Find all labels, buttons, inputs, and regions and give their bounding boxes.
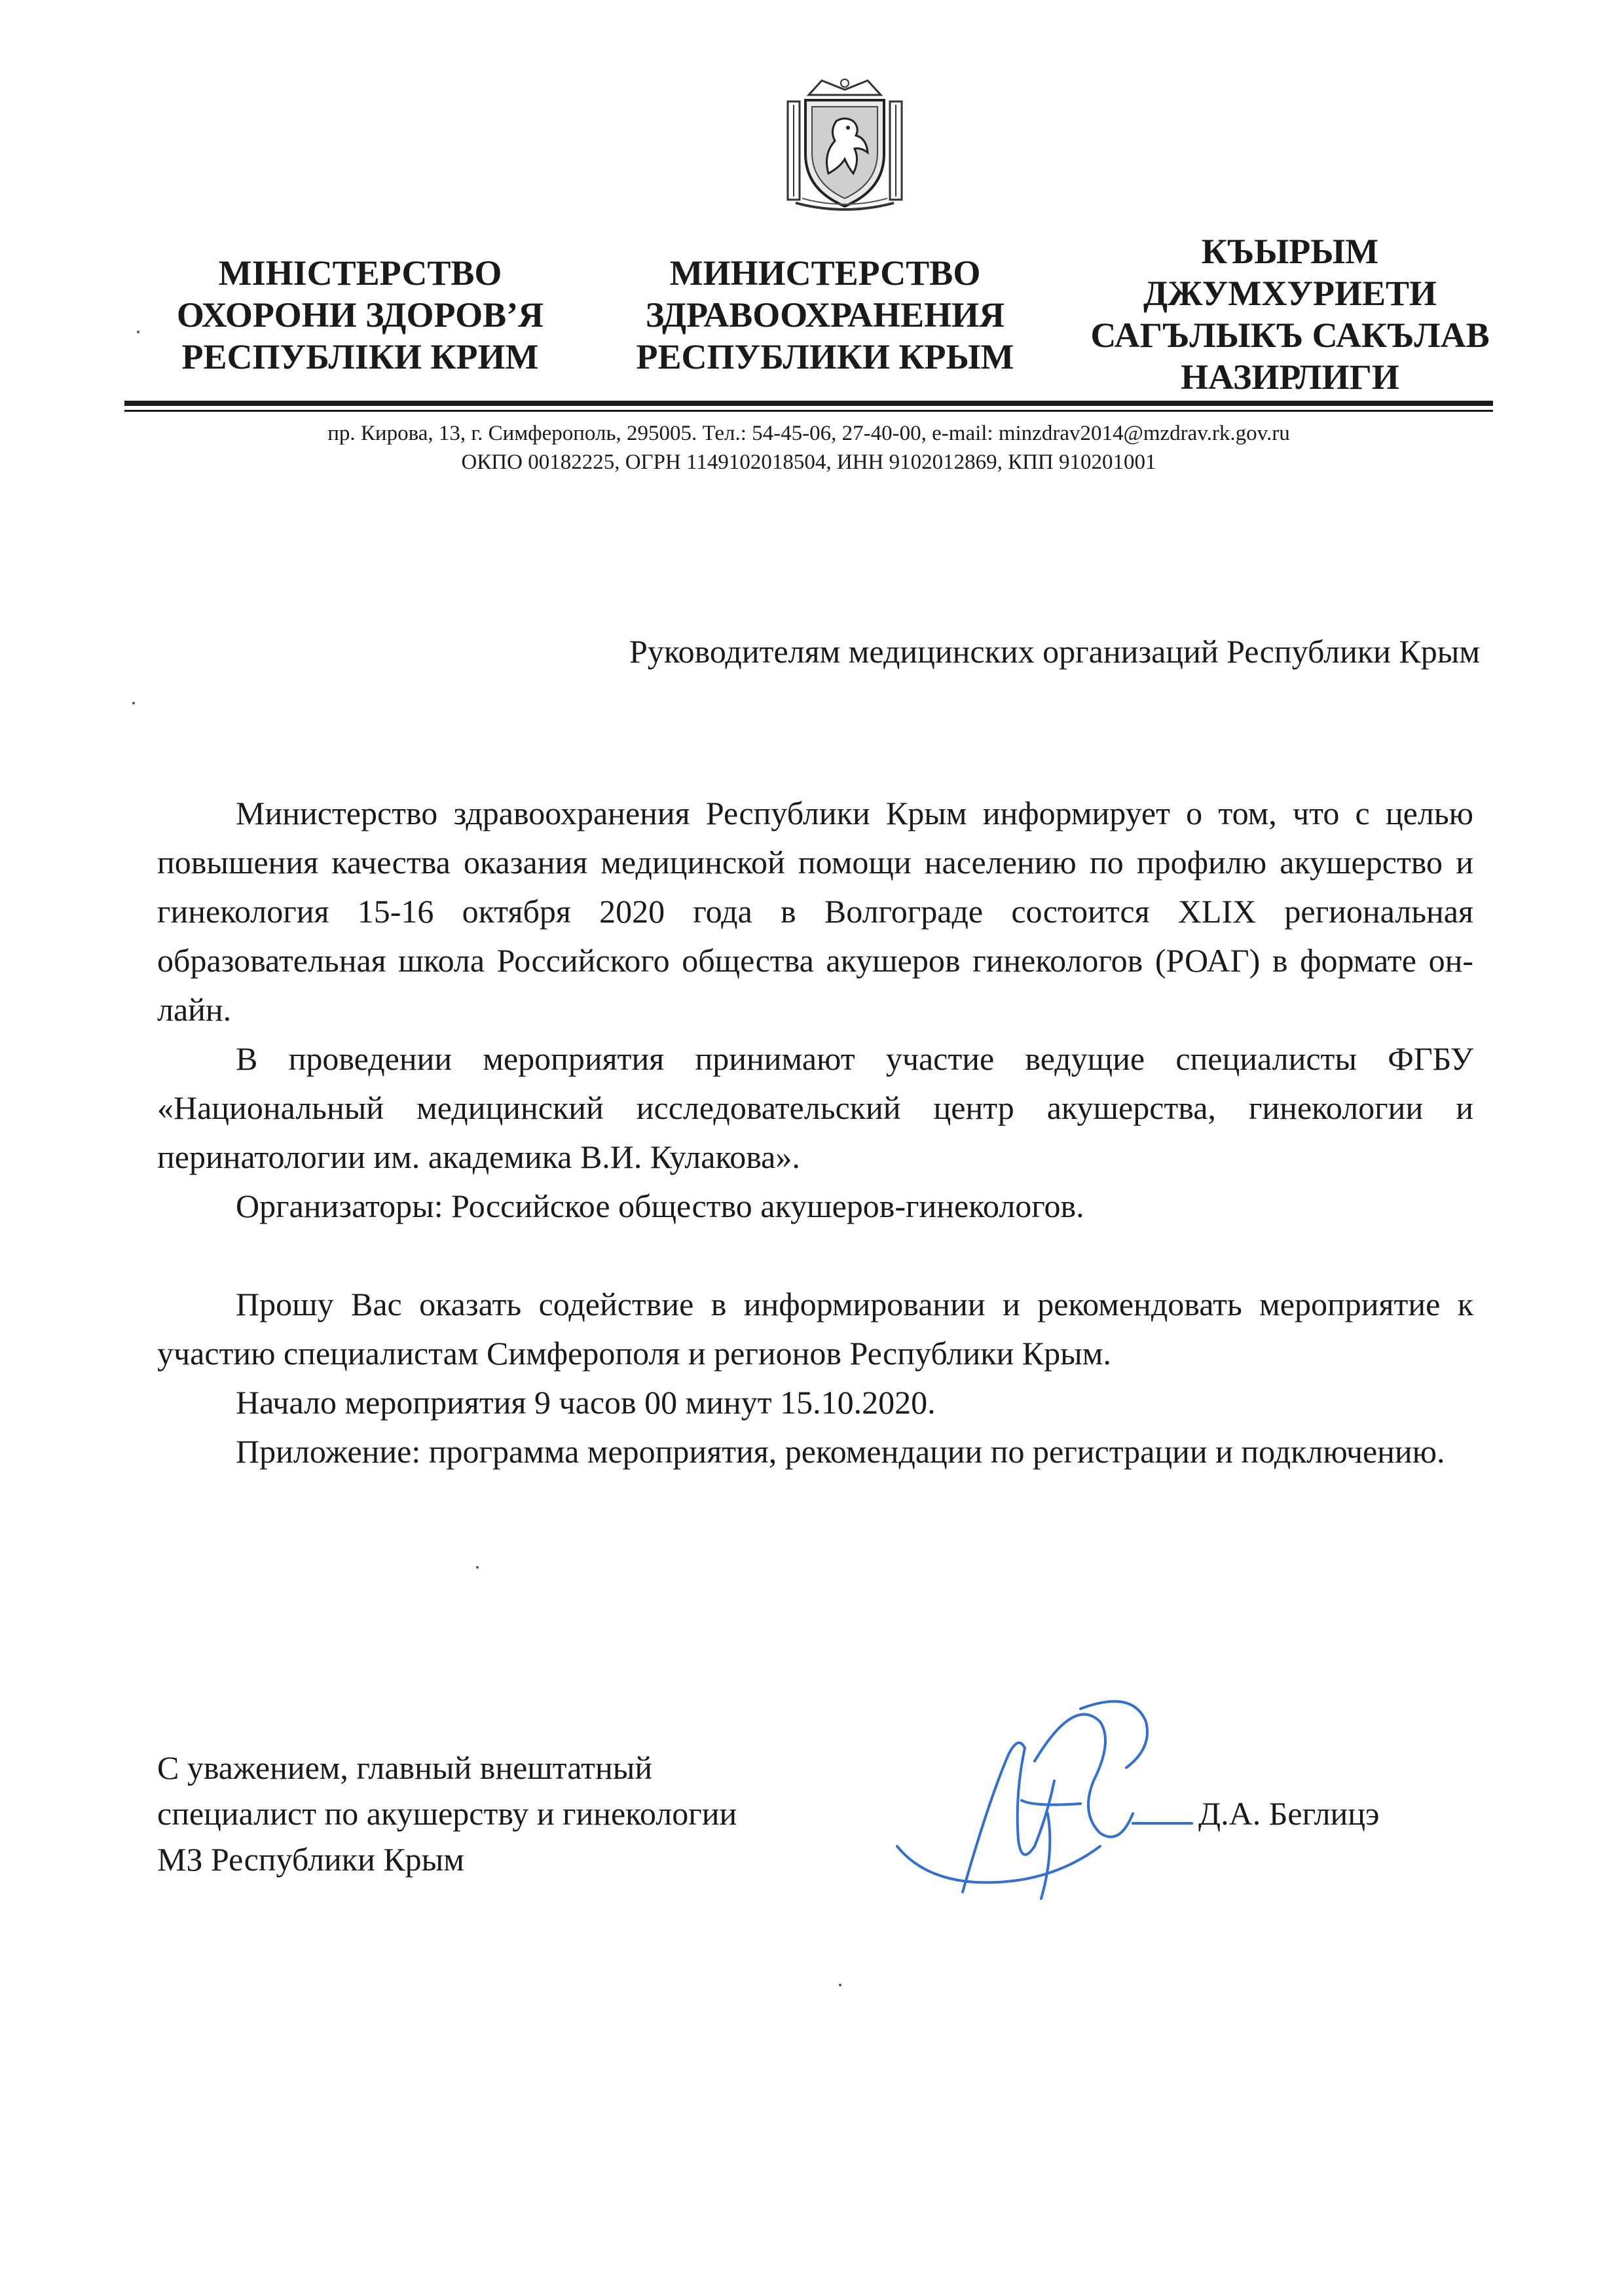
scan-speck (137, 331, 139, 333)
closing-line: специалист по акушерству и гинекологии (157, 1795, 737, 1832)
closing-line: МЗ Республики Крым (157, 1841, 464, 1878)
ministry-line: ОХОРОНИ ЗДОРОВ’Я (176, 295, 544, 335)
ministry-name-ukrainian (157, 252, 563, 378)
closing-block (157, 1745, 737, 1882)
ministry-line: ДЖУМХУРИЕТИ (1143, 274, 1437, 313)
header-divider-thick (124, 401, 1493, 406)
addressee: Руководителям медицинских организаций Республики Крым (629, 633, 1480, 670)
ministry-line: КЪЫРЫМ (1201, 232, 1379, 271)
scan-speck (476, 1566, 479, 1569)
registration-codes-line: ОКПО 00182225, ОГРН 1149102018504, ИНН 9102012869, КПП 910201001 (461, 450, 1156, 474)
coat-of-arms-icon (783, 75, 907, 216)
paragraph-start-time: Начало мероприятия 9 часов 00 минут 15.10.2020. (236, 1384, 936, 1421)
address-line: пр. Кирова, 13, г. Симферополь, 295005. Тел.: 54-45-06, 27-40-00, e-mail: minzdrav2014@mzdrav.rk.gov.ru (327, 422, 1290, 445)
signer-name: Д.А. Беглицэ (1198, 1795, 1380, 1832)
handwritten-signature-icon (884, 1683, 1198, 1918)
ministry-name-russian (576, 252, 1074, 378)
ministry-line: ЗДРАВООХРАНЕНИЯ (645, 295, 1005, 335)
paragraph-request: Прошу Вас оказать содействие в информировании и рекомендовать мероприятие к участию специалистам Симферополя и регионов Республики Крым. (157, 1286, 1473, 1372)
ministry-line: РЕСПУБЛИКИ КРЫМ (636, 337, 1014, 376)
paragraph-announcement: Министерство здравоохранения Республики Крым информирует о том, что с целью повышения качества оказания медицинской помощи населению по профилю акушерство и гинекология 15-16 октября 2020 года в Волгограде состоится XLIX региональная образовательная школа Российского общества акушеров гинекологов (РОАГ) в формате он-лайн. (157, 795, 1473, 1028)
ministry-line: САГЪЛЫКЪ САКЪЛАВ (1090, 316, 1490, 355)
letter-body (157, 789, 1473, 1476)
ministry-line: РЕСПУБЛІКИ КРИМ (181, 337, 539, 376)
contact-details (124, 419, 1493, 477)
closing-line: С уважением, главный внештатный (157, 1749, 653, 1786)
paragraph-attachment: Приложение: программа мероприятия, рекомендации по регистрации и подключению. (236, 1433, 1445, 1470)
paragraph-organizers: Организаторы: Российское общество акушеров-гинекологов. (236, 1188, 1084, 1224)
ministry-line: МІНІСТЕРСТВО (218, 253, 502, 293)
scan-speck (132, 702, 135, 704)
header-divider-thin (124, 410, 1493, 412)
paragraph-participants: В проведении мероприятия принимают участие ведущие специалисты ФГБУ «Национальный медицинский исследовательский центр акушерства, гинекологии и перинатологии им. академика В.И. Кулакова». (157, 1040, 1473, 1175)
ministry-line: МИНИСТЕРСТВО (669, 253, 981, 293)
scan-speck (839, 1984, 841, 1986)
ministry-name-crimean-tatar (1041, 230, 1539, 398)
ministry-line: НАЗИРЛИГИ (1181, 357, 1399, 397)
